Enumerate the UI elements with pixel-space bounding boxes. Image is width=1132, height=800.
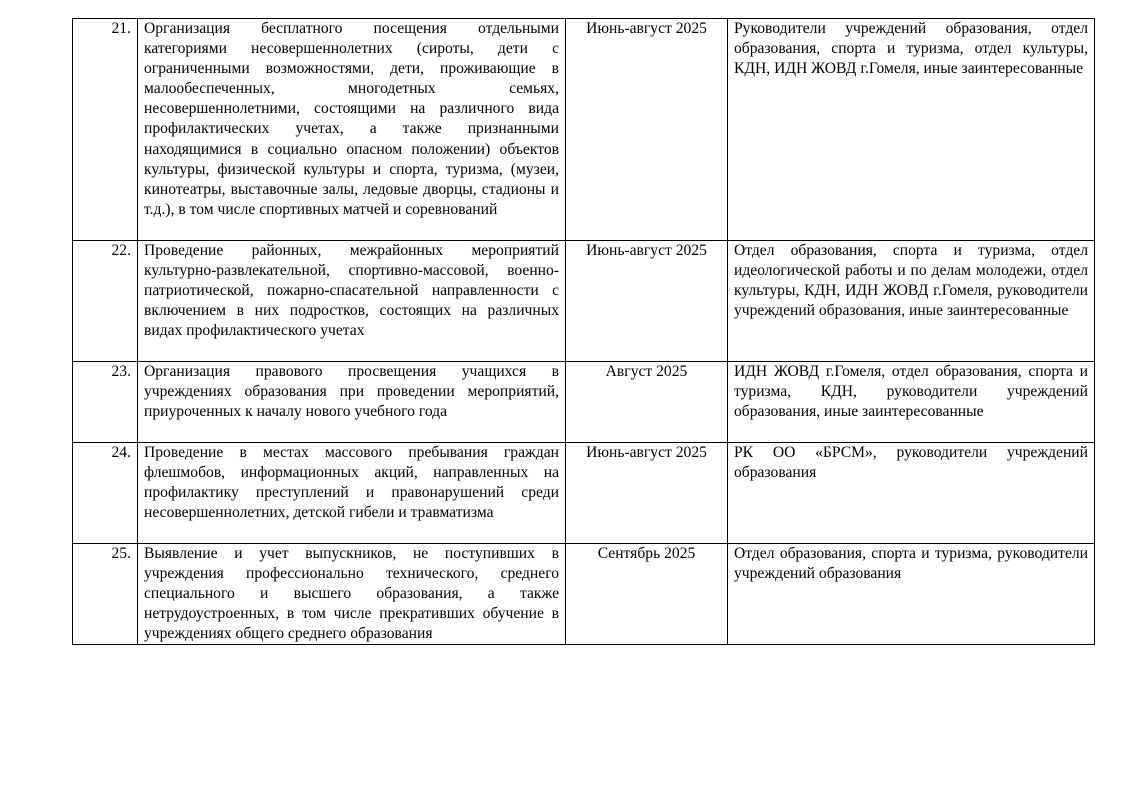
row-number: 24. <box>73 443 138 544</box>
table-row <box>73 241 1095 362</box>
term-cell: Июнь-август 2025 <box>566 19 728 241</box>
row-number: 23. <box>73 362 138 443</box>
table-row <box>73 544 1095 645</box>
activity-cell: Проведение в местах массового пребывания граждан флешмобов, информационных акций, направленных на профилактику преступлений и правонарушений среди несовершеннолетних, детской гибели и травматизма <box>138 443 566 544</box>
activity-cell: Выявление и учет выпускников, не поступивших в учреждения профессионально технического, среднего специального и высшего образования, а также нетрудоустроенных, в том числе прекративших обучение в учреждениях общего среднего образования <box>138 544 566 645</box>
responsible-cell: ИДН ЖОВД г.Гомеля, отдел образования, спорта и туризма, КДН, руководители учреждений образования, иные заинтересованные <box>728 362 1095 443</box>
activity-cell: Организация правового просвещения учащихся в учреждениях образования при проведении мероприятий, приуроченных к началу нового учебного года <box>138 362 566 443</box>
table-row <box>73 362 1095 443</box>
row-number: 22. <box>73 241 138 362</box>
term-cell: Июнь-август 2025 <box>566 241 728 362</box>
row-number: 25. <box>73 544 138 645</box>
activities-table <box>72 18 1095 645</box>
responsible-cell: РК ОО «БРСМ», руководители учреждений образования <box>728 443 1095 544</box>
responsible-cell: Отдел образования, спорта и туризма, руководители учреждений образования <box>728 544 1095 645</box>
responsible-cell: Руководители учреждений образования, отдел образования, спорта и туризма, отдел культуры, КДН, ИДН ЖОВД г.Гомеля, иные заинтересованные <box>728 19 1095 241</box>
term-cell: Июнь-август 2025 <box>566 443 728 544</box>
term-cell: Сентябрь 2025 <box>566 544 728 645</box>
term-cell: Август 2025 <box>566 362 728 443</box>
activity-cell: Проведение районных, межрайонных мероприятий культурно-развлекательной, спортивно-массовой, военно-патриотической, пожарно-спасательной направленности с включением в них подростков, состоящих на различных видах профилактического учетах <box>138 241 566 362</box>
activity-cell: Организация бесплатного посещения отдельными категориями несовершеннолетних (сироты, дети с ограниченными возможностями, дети, проживающие в малообеспеченных, многодетных семьях, несовершеннолетними, состоящими на различного вида профилактических учетах, а также признанными находящимися в социально опасном положении) объектов культуры, физической культуры и спорта, туризма, (музеи, кинотеатры, выставочные залы, ледовые дворцы, стадионы и т.д.), в том числе спортивных матчей и соревнований <box>138 19 566 241</box>
table-row <box>73 19 1095 241</box>
row-number: 21. <box>73 19 138 241</box>
table-row <box>73 443 1095 544</box>
responsible-cell: Отдел образования, спорта и туризма, отдел идеологической работы и по делам молодежи, отдел культуры, КДН, ИДН ЖОВД г.Гомеля, руководители учреждений образования, иные заинтересованные <box>728 241 1095 362</box>
